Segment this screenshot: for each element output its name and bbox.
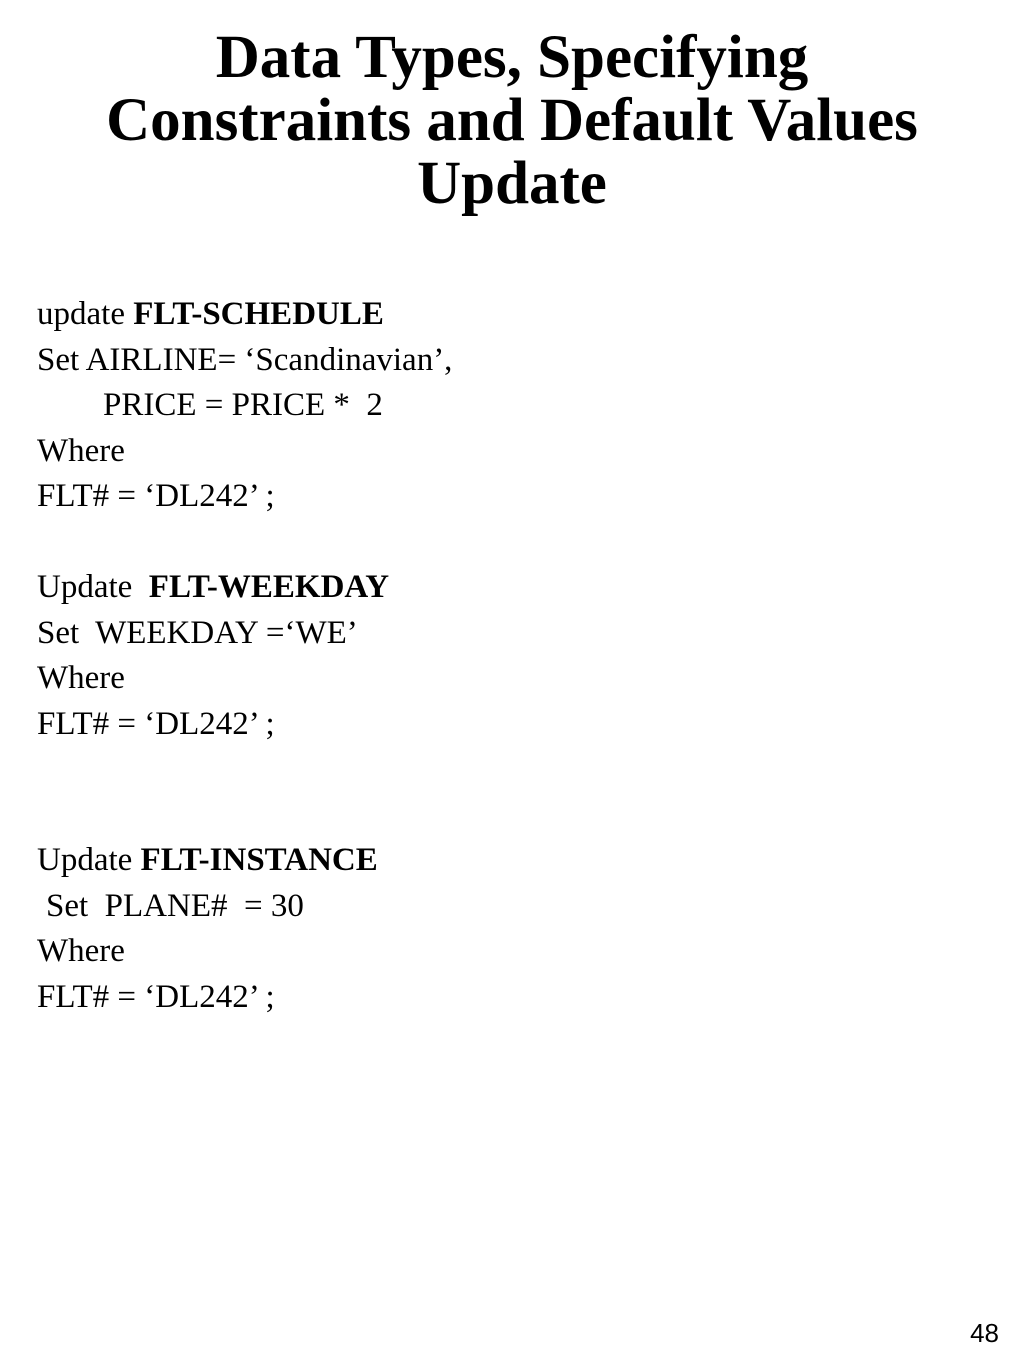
statement-header — [37, 565, 389, 611]
where-keyword: Where — [37, 933, 125, 969]
page-number: 48 — [970, 1318, 999, 1348]
where-keyword: Where — [37, 660, 125, 696]
title-line: Update — [417, 150, 607, 217]
set-clause: Set PLANE# = 30 — [46, 887, 304, 924]
set-clause: Set AIRLINE= ‘Scandinavian’, — [37, 341, 453, 378]
table-name: FLT-WEEKDAY — [148, 569, 390, 605]
title-line: Data Types, Specifying — [215, 24, 809, 91]
update-statement-flt-schedule — [37, 292, 452, 520]
update-keyword: Update — [37, 842, 141, 878]
title-line: Constraints and Default Values — [106, 87, 918, 154]
update-statement-flt-weekday — [37, 565, 389, 747]
table-name: FLT-INSTANCE — [140, 842, 378, 878]
where-keyword: Where — [37, 432, 125, 469]
where-condition: FLT# = ‘DL242’ ; — [37, 705, 275, 742]
set-clause-continuation: PRICE = PRICE * 2 — [103, 387, 383, 423]
table-name: FLT-SCHEDULE — [133, 296, 384, 332]
update-keyword: update — [37, 296, 134, 332]
update-statement-flt-instance — [37, 838, 378, 1020]
where-condition: FLT# = ‘DL242’ ; — [37, 978, 275, 1015]
slide-title — [0, 26, 1024, 215]
update-keyword: Update — [37, 569, 149, 605]
set-clause: Set WEEKDAY =‘WE’ — [37, 614, 358, 651]
statement-header — [37, 838, 378, 884]
statement-header — [37, 292, 452, 338]
where-condition: FLT# = ‘DL242’ ; — [37, 478, 275, 514]
